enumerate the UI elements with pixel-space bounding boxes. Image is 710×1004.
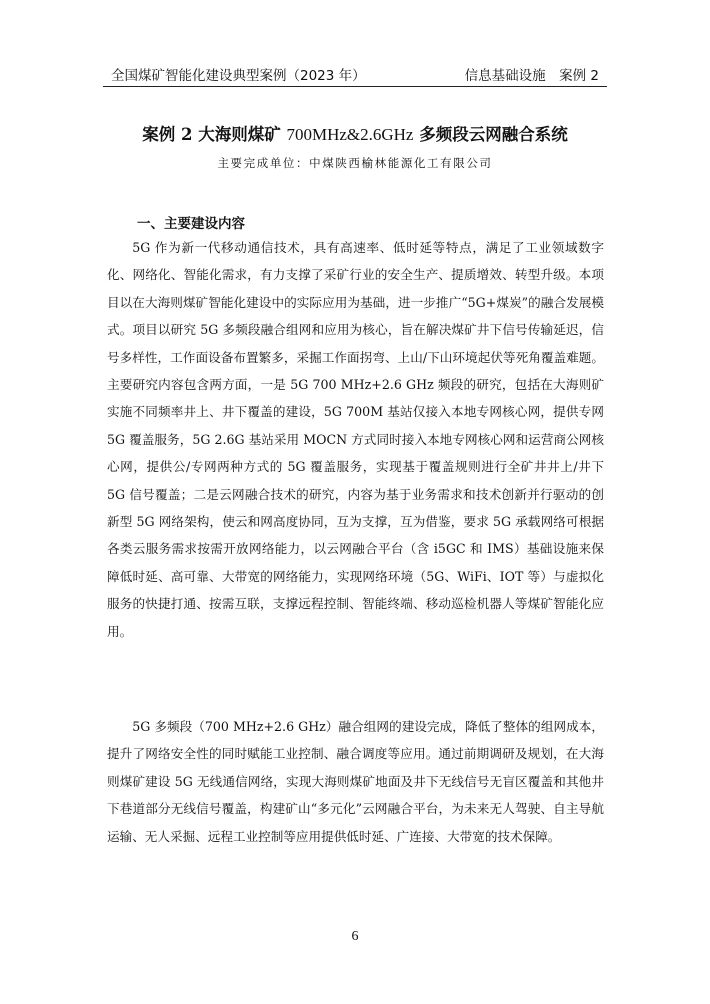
case-title-suffix: 多频段云网融合系统 — [413, 125, 568, 144]
case-title-prefix: 案例 2 大海则煤矿 — [142, 125, 287, 144]
section-heading: 一、主要建设内容 — [137, 216, 245, 232]
body-paragraph-1: 5G 作为新一代移动通信技术，具有高速率、低时延等特点，满足了工业领域数字化、网络化、智能化需求，有力支撑了采矿行业的安全生产、提质增效、转型升级。本项目以在大海则煤矿智能化建设中的实际应用为基础，进一步推广“5G+煤炭”的融合发展模式。项目以研究 5G 多频段融合组网和应用为核心，旨在解决煤矿井下信号传输延迟，信号多样性，工作面设备布置繁多，采掘工作面拐弯、上山/下山环境起伏等死角覆盖难题。主要研究内容包含两方面，一是 5G 700 MHz+2.6 GHz 频段的研究，包括在大海则矿实施不同频率井上、井下覆盖的建设，5G 700M 基站仅接入本地专网核心网，提供专网 5G 覆盖服务，5G 2.6G 基站采用 MOCN 方式同时接入本地专网核心网和运营商公网核心网，提供公/专网两种方式的 5G 覆盖服务，实现基于覆盖规则进行全矿井井上/井下 5G 信号覆盖；二是云网融合技术的研究，内容为基于业务需求和技术创新并行驱动的创新型 5G 网络架构，使云和网高度协同，互为支撑，互为借鉴，要求 5G 承载网络可根据各类云服务需求按需开放网络能力，以云网融合平台（含 i5GC 和 IMS）基础设施来保障低时延、高可靠、大带宽的网络能力，实现网络环境（5G、WiFi、IOT 等）与虚拟化服务的快捷打通、按需互联，支撑远程控制、智能终端、移动巡检机器人等煤矿智能化应用。 — [107, 240, 604, 639]
case-title-frequency: 700MHz&2.6GHz — [286, 125, 414, 144]
case-title — [0, 121, 710, 145]
completing-unit: 主要完成单位：中煤陕西榆林能源化工有限公司 — [217, 156, 493, 170]
page-number: 6 — [351, 929, 359, 944]
body-paragraph-2: 5G 多频段（700 MHz+2.6 GHz）融合组网的建设完成，降低了整体的组网成本，提升了网络安全性的同时赋能工业控制、融合调度等应用。通过前期调研及规划，在大海则煤矿建设 5G 无线通信网络，实现大海则煤矿地面及井下无线信号无盲区覆盖和其他井下巷道部分无线信号覆盖，构建矿山“多元化”云网融合平台，为未来无人驾驶、自主导航运输、无人采掘、远程工业控制等应用提供低时延、广连接、大带宽的技术保障。 — [107, 719, 604, 844]
header-book-title: 全国煤矿智能化建设典型案例（2023 年） — [111, 68, 366, 84]
header-section-label: 信息基础设施 案例 2 — [464, 68, 599, 84]
page-header — [103, 62, 607, 87]
